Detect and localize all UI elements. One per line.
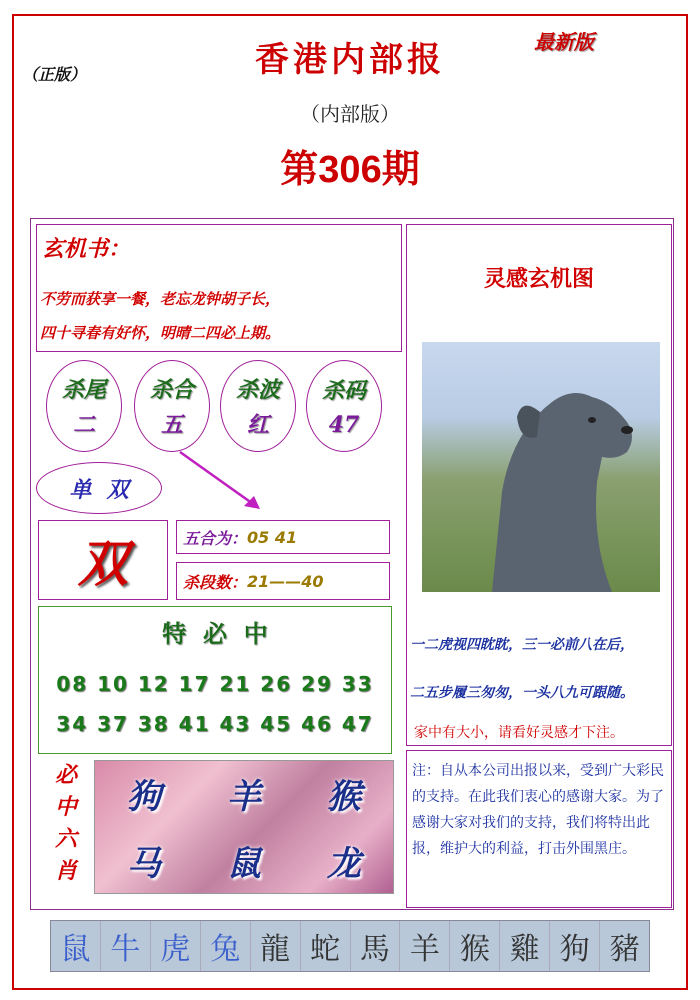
notice-text: 注：自从本公司出报以来，受到广大彩民的支持。在此我们衷心的感谢大家。为了感谢大家对我们的支持，我们将特出此报，维护大的利益，打击外围黑庄。 (412, 763, 664, 857)
zhengban-label: （正版） (22, 65, 87, 84)
tebizhong-label: 特 必 中 (162, 619, 268, 648)
zodiac-cell: 馬 (351, 921, 401, 971)
zodiac-cell: 龍 (251, 921, 301, 971)
side-char: 中 (54, 795, 77, 820)
lingan-line1: 一二虎视四眈眈，三一必前八在后， (410, 637, 634, 653)
shuduan-value: 21——40 (247, 571, 324, 591)
xuanji-line1: 不劳而获享一餐，老忘龙钟胡子长， (40, 290, 281, 308)
zodiac-dragon: 龙 (327, 844, 361, 884)
xuanji-label: 玄机书： (42, 236, 131, 262)
page-subtitle: （内部版） (300, 102, 400, 126)
pick-value: 47 (328, 411, 360, 438)
pick-value: 五 (160, 412, 183, 438)
xuanji-line2: 四十寻春有好怀，明晴二四必上期。 (40, 324, 281, 342)
tebizhong-row1: 08 10 12 17 21 26 29 33 (56, 672, 374, 696)
wuhe-value: 05 41 (247, 527, 298, 547)
pick-label: 杀码 (321, 378, 366, 405)
arrow-icon (176, 448, 266, 514)
zodiac-goat: 羊 (227, 777, 261, 817)
page-title: 香港内部报 (255, 40, 445, 80)
lingan-line2: 二五步履三匆匆，一头八九可跟随。 (410, 685, 634, 701)
side-char: 必 (54, 763, 77, 788)
shuduan-label: 杀段数： (183, 572, 248, 592)
pick-sha-he (134, 360, 210, 452)
pick-label: 杀尾 (61, 377, 106, 403)
danshuang-label: 单 双 (69, 477, 129, 503)
zodiac-cell: 蛇 (301, 921, 351, 971)
pick-sha-bo (220, 360, 296, 452)
bizhong-side-label (46, 760, 86, 888)
zodiac-rat: 鼠 (227, 844, 261, 884)
dog-photo (422, 342, 660, 592)
pick-label: 杀波 (235, 377, 280, 403)
zodiac-cell: 兔 (201, 921, 251, 971)
pick-sha-ma (306, 360, 382, 452)
pick-label: 杀合 (149, 377, 194, 403)
dog-icon (422, 342, 660, 592)
side-char: 六 (54, 827, 77, 852)
zodiac-horse: 马 (127, 844, 161, 884)
lingan-note: 家中有大小，请看好灵感才下注。 (414, 725, 624, 741)
zodiac-monkey: 猴 (327, 777, 361, 817)
pick-value: 红 (246, 412, 269, 438)
shuang-result: 双 (78, 534, 128, 593)
danshuang-ellipse (36, 462, 162, 514)
shuang-box (38, 520, 168, 600)
tebizhong-row2: 34 37 38 41 43 45 46 47 (56, 712, 374, 736)
wuhe-label: 五合为： (183, 528, 248, 548)
side-char: 肖 (54, 859, 77, 884)
zodiac-cell: 猴 (450, 921, 500, 971)
issue-number: 第306期 (280, 149, 420, 191)
zodiac-cell: 鼠 (51, 921, 101, 971)
pick-sha-wei (46, 360, 122, 452)
zodiac-row (50, 920, 650, 972)
zodiac-cell: 豬 (609, 932, 640, 967)
zodiac-cell: 狗 (550, 921, 600, 971)
zodiac-dog: 狗 (127, 777, 161, 817)
pick-value: 二 (72, 412, 95, 438)
zodiac-cell: 羊 (400, 921, 450, 971)
zodiac-cell: 雞 (500, 921, 550, 971)
zodiac-cell: 牛 (101, 921, 151, 971)
wuhe-box (176, 520, 390, 554)
zuixin-label: 最新版 (534, 30, 594, 54)
lingan-title: 灵感玄机图 (483, 266, 594, 292)
zodiac-cell: 虎 (151, 921, 201, 971)
shuduan-box (176, 562, 390, 600)
